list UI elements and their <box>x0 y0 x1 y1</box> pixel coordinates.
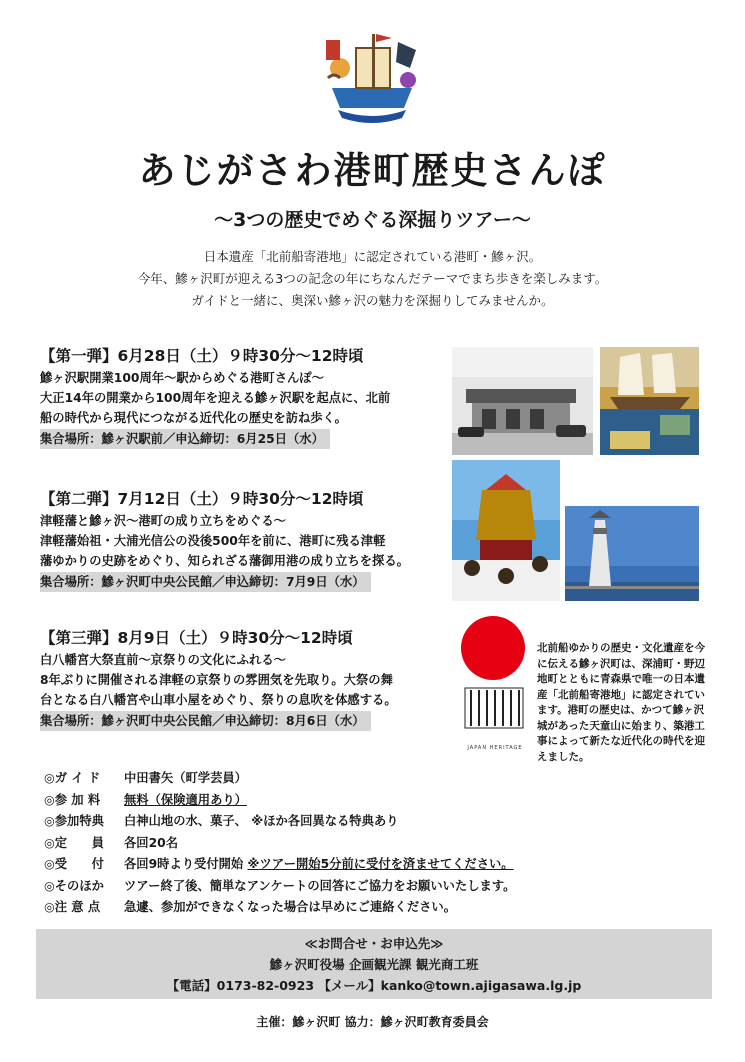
page-subtitle: ～3つの歴史でめぐる深掘りツアー～ <box>214 209 531 231</box>
info-label: ◎定 員 <box>44 835 104 850</box>
contact-office: 鰺ヶ沢町役場 企画観光課 観光商工班 <box>269 957 479 972</box>
info-value: 各回9時より受付開始 <box>124 857 248 871</box>
section-theme: 白八幡宮大祭直前～京祭りの文化にふれる～ <box>40 653 286 667</box>
info-row-caution <box>44 897 564 919</box>
section-desc: 大正14年の開業から100周年を迎える鰺ヶ沢駅を起点に、北前 <box>40 391 391 405</box>
contact-phone-email[interactable]: 【電話】0173-82-0923 【メール】kanko@town.ajigasawa.lg.jp <box>166 978 582 993</box>
tour-section-3 <box>40 626 430 731</box>
heritage-description: 北前船ゆかりの歴史・文化遺産を今に伝える鰺ヶ沢町は、深浦町・野辺地町とともに青森県で唯一の日本遺産「北前船寄港地」に認定されています。港町の歴史は、かつて鰺ヶ沢城があった天童山に始まり、築港工事によって新たな近代化の時代を迎えました。 <box>537 642 705 763</box>
section-desc: 船の時代から現代につながる近代化の歴史を訪ね歩く。 <box>40 411 347 425</box>
info-value: 中田書矢（町学芸員） <box>124 771 247 785</box>
japan-heritage-logo <box>459 614 531 746</box>
section-theme: 津軽藩と鰺ヶ沢～港町の成り立ちをめぐる～ <box>40 514 286 528</box>
japan-heritage-caption: JAPAN HERITAGE <box>467 745 523 751</box>
section-desc: 台となる白八幡宮や山車小屋をめぐり、祭りの息吹を体感する。 <box>40 693 397 707</box>
info-value: ツアー終了後、簡単なアンケートの回答にご協力をお願いいたします。 <box>124 878 516 893</box>
town-illustration-logo <box>318 28 426 124</box>
info-label: ◎ガ イ ド <box>44 771 101 785</box>
festival-float-photo <box>452 460 560 601</box>
info-label: ◎注 意 点 <box>44 900 101 914</box>
info-row-fee <box>44 790 564 812</box>
section-heading: 【第一弾】6月28日（土）９時30分～12時頃 <box>40 347 364 365</box>
section-heading: 【第二弾】7月12日（土）９時30分～12時頃 <box>40 490 364 508</box>
section-desc: 藩ゆかりの史跡をめぐり、知られざる藩御用港の成り立ちを探る。 <box>40 554 409 568</box>
info-value: 各回20名 <box>124 835 179 850</box>
section-desc: 8年ぶりに開催される津軽の京祭りの雰囲気を先取り。大祭の舞 <box>40 673 393 687</box>
tour-section-1 <box>40 344 430 449</box>
info-value: 無料（保険適用あり） <box>124 792 247 807</box>
info-row-guide <box>44 768 564 790</box>
station-photo <box>452 347 593 455</box>
intro-line-3: ガイドと一緒に、奥深い鰺ヶ沢の魅力を深掘りしてみませんか。 <box>191 293 554 308</box>
intro-line-1: 日本遺産「北前船寄港地」に認定されている港町・鰺ヶ沢。 <box>203 249 542 264</box>
page-title: あじがさわ港町歴史さんぽ <box>138 149 607 192</box>
intro-line-2: 今年、鰺ヶ沢町が迎える3つの記念の年にちなんだテーマでまち歩きを楽しみます。 <box>137 271 608 286</box>
info-row-other <box>44 876 564 898</box>
section-theme: 鰺ヶ沢駅開業100周年～駅からめぐる港町さんぽ～ <box>40 371 324 385</box>
meeting-info: 集合場所：鰺ヶ沢町中央公民館／申込締切：8月6日（水） <box>40 711 371 731</box>
organizer-footer: 主催：鰺ヶ沢町 協力：鰺ヶ沢町教育委員会 <box>256 1015 489 1029</box>
section-desc: 津軽藩始祖・大浦光信公の没後500年を前に、港町に残る津軽 <box>40 534 386 548</box>
info-label: ◎参 加 料 <box>44 792 101 807</box>
info-row-reception <box>44 854 564 876</box>
tour-info-list <box>44 768 564 919</box>
info-label: ◎参加特典 <box>44 814 104 828</box>
info-value: 白神山地の水、菓子、 ※ほか各回異なる特典あり <box>124 814 399 828</box>
lighthouse-photo <box>565 506 699 601</box>
kitamaebune-painting <box>600 347 699 455</box>
contact-box <box>36 929 712 999</box>
contact-heading: ≪お問合せ・お申込先≫ <box>304 936 444 951</box>
info-label: ◎そのほか <box>44 878 104 893</box>
meeting-info: 集合場所：鰺ヶ沢駅前／申込締切：6月25日（水） <box>40 429 330 449</box>
tour-section-2 <box>40 487 430 592</box>
info-row-capacity <box>44 833 564 855</box>
info-value: 急遽、参加ができなくなった場合は早めにご連絡ください。 <box>124 900 457 914</box>
info-note: ※ツアー開始5分前に受付を済ませてください。 <box>247 857 514 871</box>
info-row-benefit <box>44 811 564 833</box>
meeting-info: 集合場所：鰺ヶ沢町中央公民館／申込締切：7月9日（水） <box>40 572 371 592</box>
section-heading: 【第三弾】8月9日（土）９時30分～12時頃 <box>40 629 353 647</box>
info-label: ◎受 付 <box>44 857 104 871</box>
